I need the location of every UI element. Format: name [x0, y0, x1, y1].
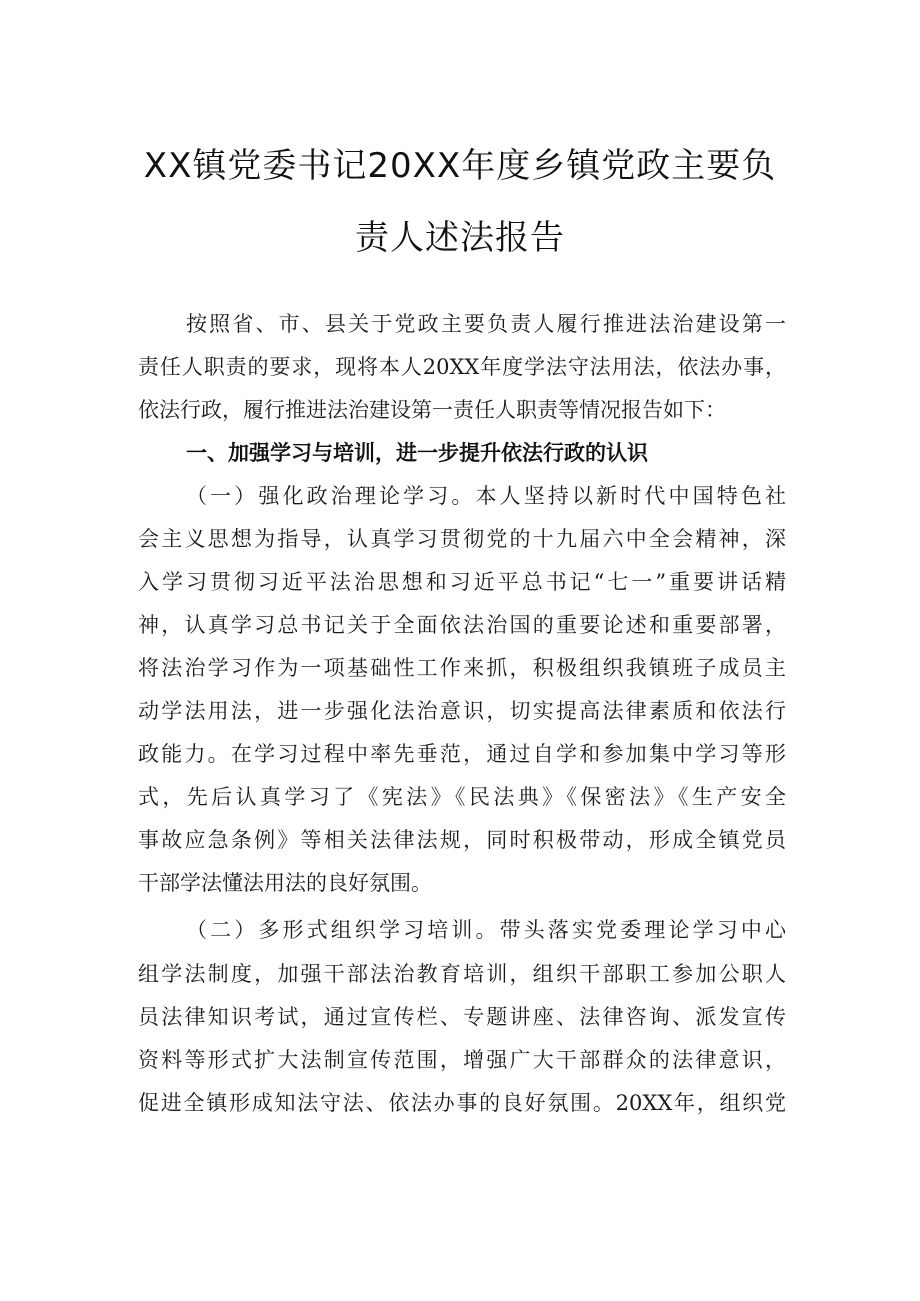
document-title-line-1: XX镇党委书记20XX年度乡镇党政主要负	[143, 146, 777, 186]
subsection-2-line: （二）多形式组织学习培训。带头落实党委理论学习中心	[186, 918, 786, 942]
subsection-1-line: 式，先后认真学习了《宪法》《民法典》《保密法》《生产安全	[138, 785, 786, 809]
section-1-heading: 一、加强学习与培训，进一步提升依法行政的认识	[186, 441, 648, 465]
document-title-line-2: 责人述法报告	[355, 218, 565, 258]
subsection-1-line: 事故应急条例》等相关法律法规，同时积极带动，形成全镇党员	[138, 828, 786, 852]
subsection-1-line: （一）强化政治理论学习。本人坚持以新时代中国特色社	[186, 484, 786, 508]
intro-paragraph-line: 责任人职责的要求，现将本人20XX年度学法守法用法，依法办事，	[138, 355, 786, 379]
subsection-2-line: 资料等形式扩大法制宣传范围，增强广大干部群众的法律意识，	[138, 1048, 786, 1072]
subsection-1-line: 神，认真学习总书记关于全面依法治国的重要论述和重要部署，	[138, 613, 786, 637]
subsection-1-line: 政能力。在学习过程中率先垂范，通过自学和参加集中学习等形	[138, 742, 786, 766]
intro-paragraph-line: 依法行政，履行推进法治建设第一责任人职责等情况报告如下：	[138, 398, 726, 422]
subsection-2-line: 员法律知识考试，通过宣传栏、专题讲座、法律咨询、派发宣传	[138, 1005, 786, 1029]
subsection-2-line: 促进全镇形成知法守法、依法办事的良好氛围。20XX年，组织党	[138, 1091, 786, 1115]
subsection-1-line: 干部学法懂法用法的良好氛围。	[138, 871, 432, 895]
subsection-2-line: 组学法制度，加强干部法治教育培训，组织干部职工参加公职人	[138, 962, 786, 986]
subsection-1-line: 动学法用法，进一步强化法治意识，切实提高法律素质和依法行	[138, 699, 786, 723]
intro-paragraph-line: 按照省、市、县关于党政主要负责人履行推进法治建设第一	[186, 312, 786, 336]
subsection-1-line: 会主义思想为指导，认真学习贯彻党的十九届六中全会精神，深	[138, 527, 786, 551]
subsection-1-line: 入学习贯彻习近平法治思想和习近平总书记“七一”重要讲话精	[138, 570, 786, 594]
subsection-1-line: 将法治学习作为一项基础性工作来抓，积极组织我镇班子成员主	[138, 656, 786, 680]
